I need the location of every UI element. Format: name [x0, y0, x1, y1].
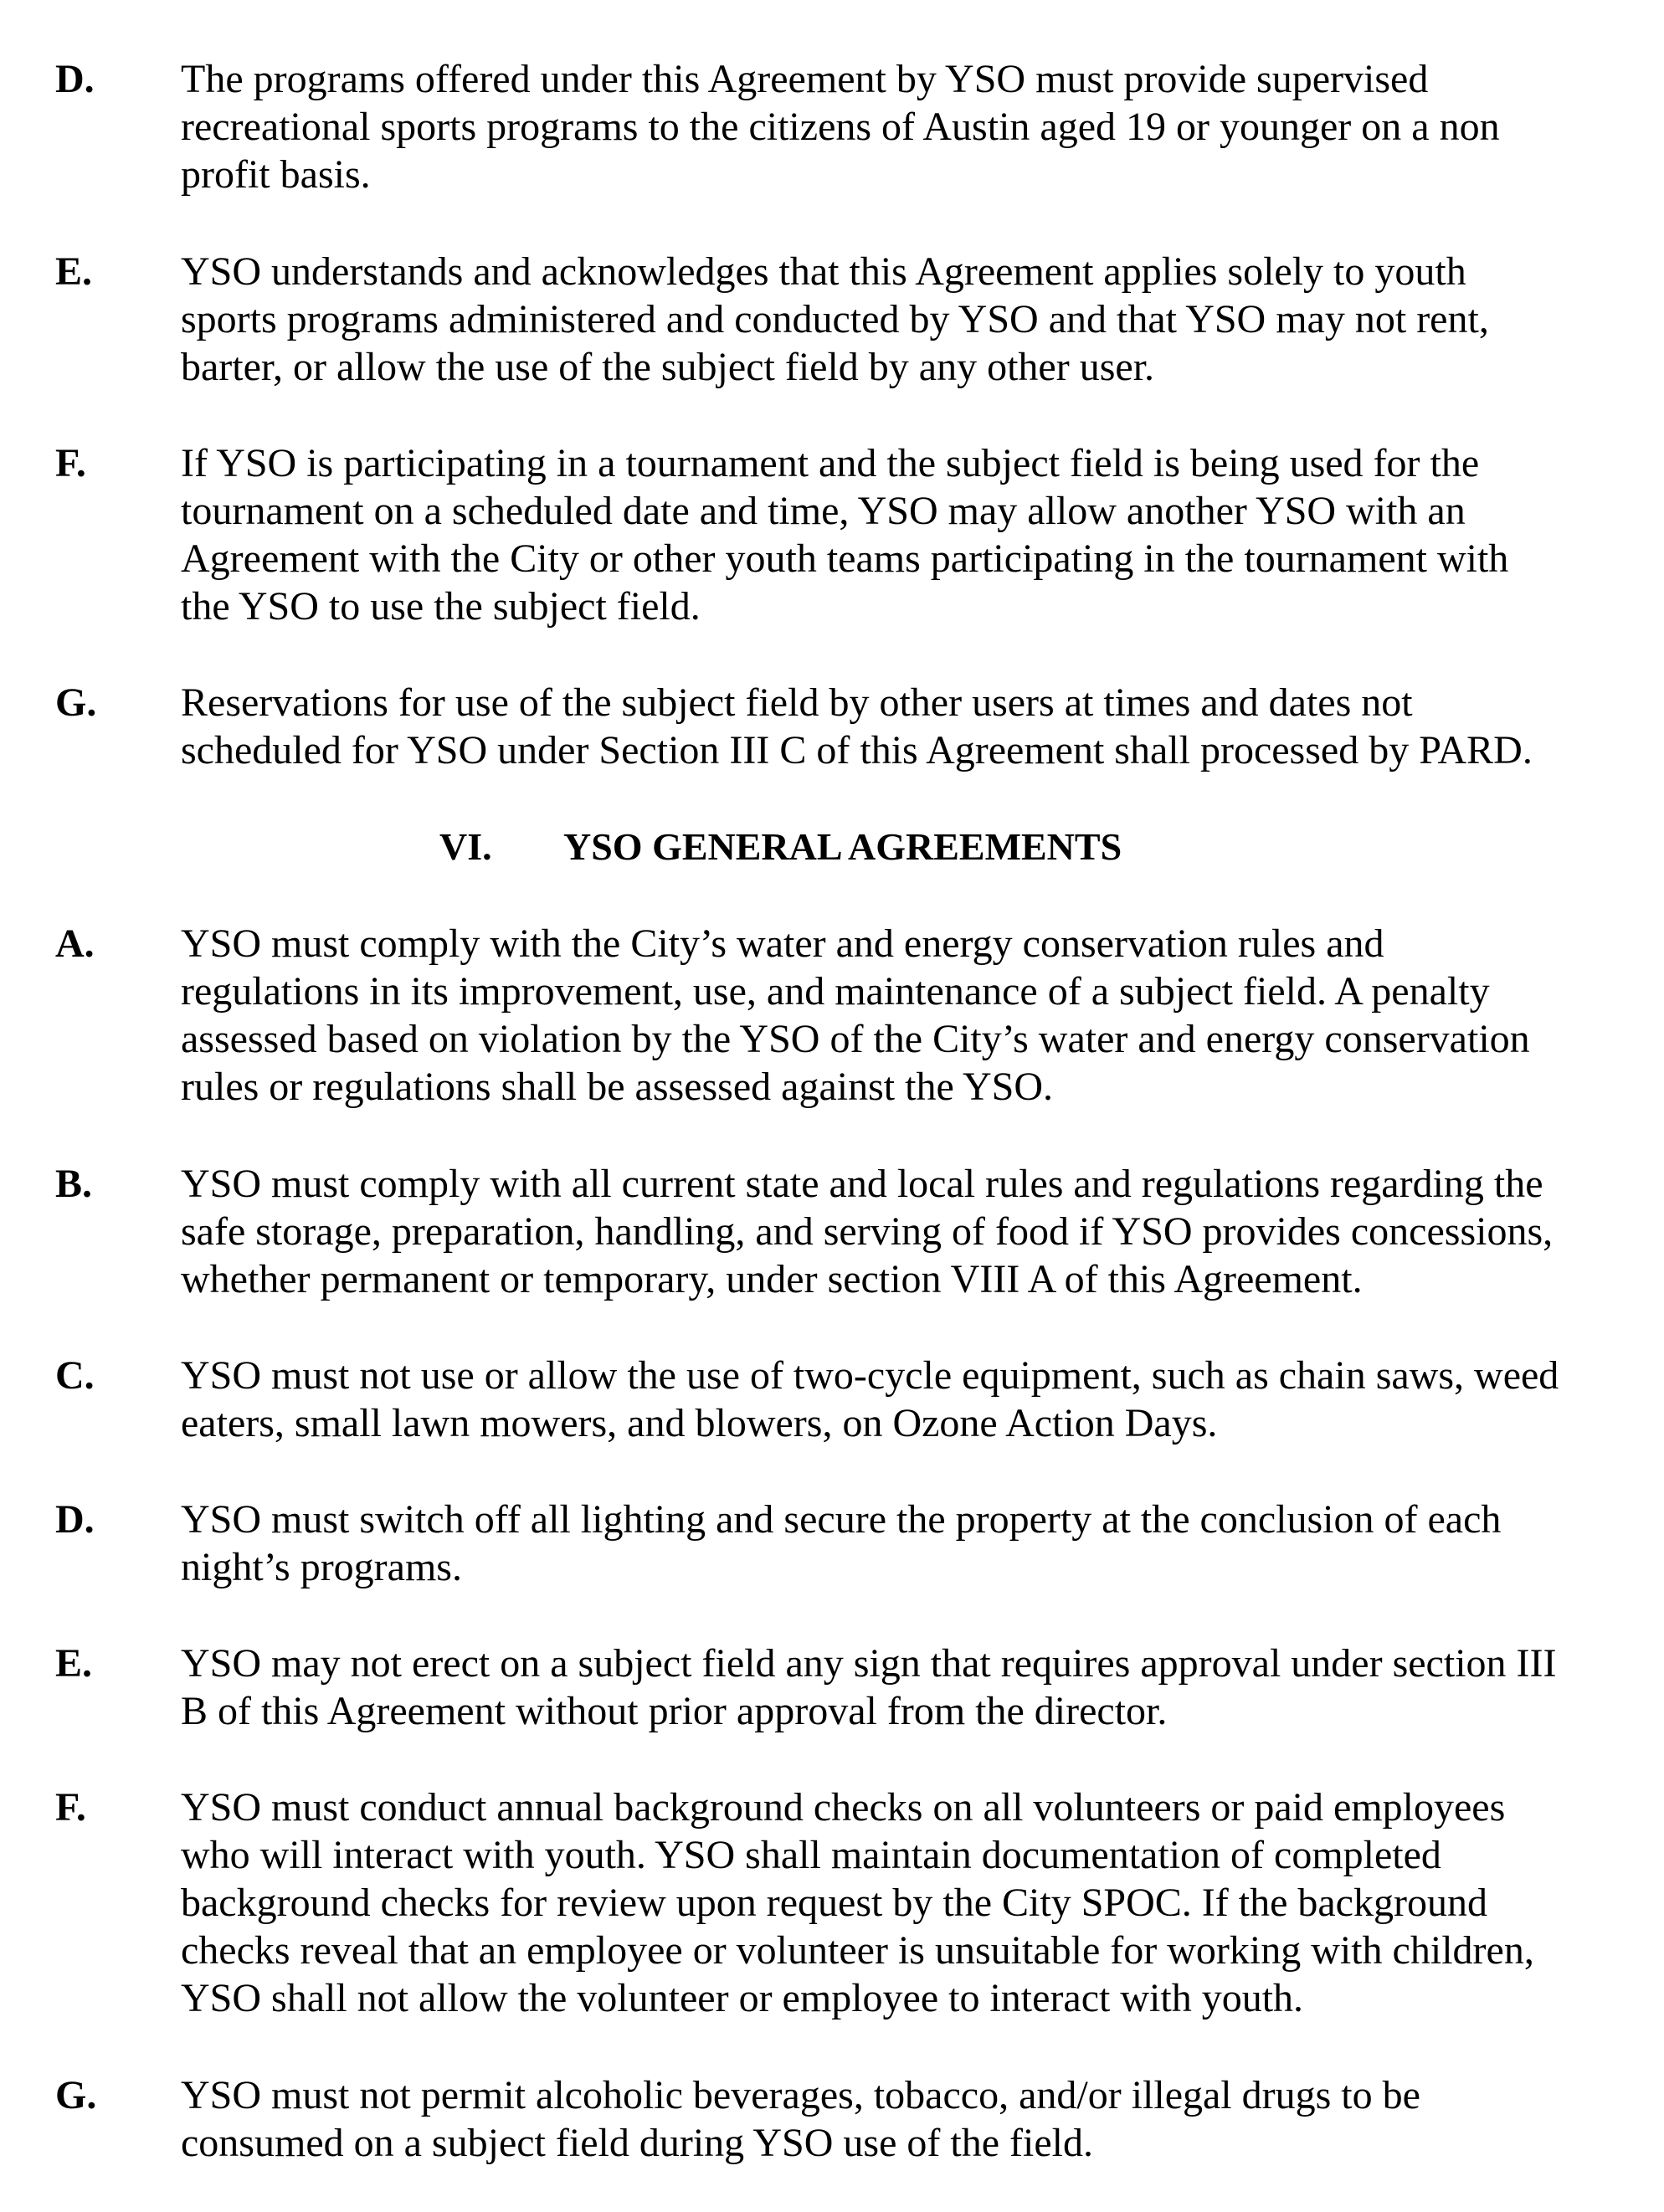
item-letter: E. — [55, 1641, 93, 1686]
text-line: the YSO to use the subject field. — [181, 584, 701, 629]
text-line: If YSO is participating in a tournament and the subject field is being used for the — [181, 441, 1480, 485]
text-line: YSO must comply with the City’s water and energy conservation rules and — [181, 921, 1384, 966]
item-text — [181, 920, 1646, 1111]
text-line: YSO shall not allow the volunteer or employee to interact with youth. — [181, 1976, 1304, 2020]
text-line: YSO must not use or allow the use of two-cycle equipment, such as chain saws, weed — [181, 1353, 1559, 1398]
text-line: YSO may not erect on a subject field any sign that requires approval under section III — [181, 1641, 1557, 1686]
item-text — [181, 1640, 1646, 1735]
section-number: VI. — [439, 825, 492, 868]
text-line: tournament on a scheduled date and time, YSO may allow another YSO with an — [181, 489, 1466, 533]
text-line: background checks for review upon request by the City SPOC. If the background — [181, 1881, 1487, 1925]
item-text — [181, 248, 1646, 391]
text-line: consumed on a subject field during YSO use of the field. — [181, 2121, 1093, 2165]
text-line: barter, or allow the use of the subject field by any other user. — [181, 345, 1155, 389]
text-line: assessed based on violation by the YSO of the City’s water and energy conservation — [181, 1017, 1530, 1061]
text-line: YSO understands and acknowledges that this Agreement applies solely to youth — [181, 249, 1466, 294]
text-line: YSO must not permit alcoholic beverages, tobacco, and/or illegal drugs to be — [181, 2073, 1420, 2117]
item-text — [181, 55, 1646, 198]
text-line: checks reveal that an employee or volunteer is unsuitable for working with children, — [181, 1928, 1534, 1973]
text-line: regulations in its improvement, use, and maintenance of a subject field. A penalty — [181, 969, 1490, 1014]
item-text — [181, 2071, 1646, 2167]
text-line: YSO must conduct annual background checks on all volunteers or paid employees — [181, 1785, 1506, 1830]
text-line: who will interact with youth. YSO shall maintain documentation of completed — [181, 1833, 1441, 1877]
text-line: recreational sports programs to the citizens of Austin aged 19 or younger on a non — [181, 105, 1500, 149]
text-line: sports programs administered and conducted by YSO and that YSO may not rent, — [181, 297, 1489, 341]
item-letter: G. — [55, 2073, 97, 2117]
item-text — [181, 1783, 1646, 2022]
item-letter: E. — [55, 249, 93, 294]
text-line: YSO must switch off all lighting and secure the property at the conclusion of each — [181, 1497, 1502, 1542]
item-letter: G. — [55, 680, 97, 725]
text-line: rules or regulations shall be assessed against the YSO. — [181, 1065, 1054, 1109]
text-line: B of this Agreement without prior approval from the director. — [181, 1689, 1168, 1733]
text-line: profit basis. — [181, 152, 371, 197]
item-text — [181, 679, 1646, 774]
section-title: YSO GENERAL AGREEMENTS — [563, 825, 1122, 868]
item-letter: F. — [55, 441, 86, 485]
text-line: eaters, small lawn mowers, and blowers, on Ozone Action Days. — [181, 1401, 1218, 1445]
text-line: whether permanent or temporary, under section VIII A of this Agreement. — [181, 1257, 1363, 1301]
item-text — [181, 1160, 1646, 1303]
item-letter: A. — [55, 921, 95, 966]
text-line: The programs offered under this Agreement by YSO must provide supervised — [181, 57, 1429, 101]
section-heading — [439, 823, 1122, 870]
text-line: safe storage, preparation, handling, and serving of food if YSO provides concessions, — [181, 1209, 1554, 1254]
item-text — [181, 439, 1646, 630]
item-text — [181, 1496, 1646, 1591]
text-line: night’s programs. — [181, 1545, 462, 1589]
item-text — [181, 1352, 1646, 1447]
item-letter: F. — [55, 1785, 86, 1830]
text-line: Reservations for use of the subject field by other users at times and dates not — [181, 680, 1413, 725]
item-letter: B. — [55, 1162, 93, 1206]
text-line: Agreement with the City or other youth teams participating in the tournament with — [181, 536, 1509, 581]
item-letter: D. — [55, 1497, 95, 1542]
text-line: scheduled for YSO under Section III C of this Agreement shall processed by PARD. — [181, 728, 1533, 772]
text-line: YSO must comply with all current state and local rules and regulations regarding the — [181, 1162, 1543, 1206]
item-letter: D. — [55, 57, 95, 101]
item-letter: C. — [55, 1353, 95, 1398]
